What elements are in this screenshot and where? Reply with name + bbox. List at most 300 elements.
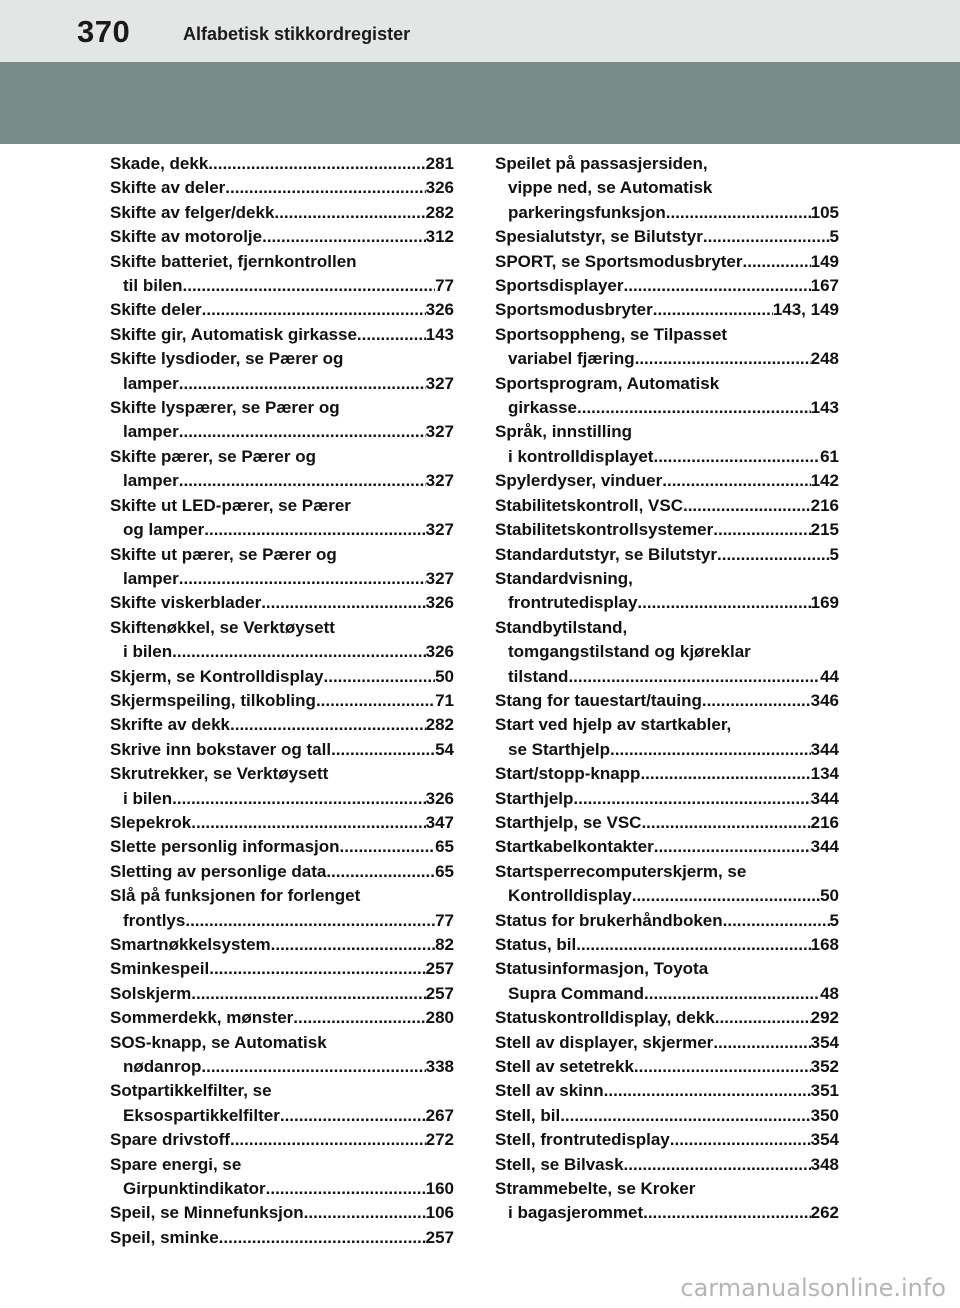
entry-term (495, 1104, 839, 1128)
index-entry (110, 689, 454, 713)
entry-text: i bilen (123, 642, 173, 662)
entry-text: Startsperrecomputerskjerm, se (495, 861, 747, 881)
entry-text: Supra Command (508, 983, 645, 1003)
entry-term (110, 762, 454, 786)
entry-text: Sportsoppheng, se Tilpasset (495, 324, 728, 344)
dot-leader (723, 909, 830, 933)
entry-term (110, 933, 454, 957)
entry-text: Skifte deler (110, 300, 202, 320)
page-reference: 326 (425, 178, 454, 198)
dot-leader (172, 787, 426, 811)
entry-text: og lamper (123, 520, 205, 540)
index-entry (495, 909, 839, 933)
dot-leader (208, 152, 425, 176)
entry-text: Skifte pærer, se Pærer og (110, 446, 316, 466)
index-entry (495, 933, 839, 957)
entry-term (110, 982, 454, 1006)
entry-text: Skade, dekk (110, 154, 209, 173)
index-entry (495, 298, 839, 322)
entry-text: Skifte lyspærer, se Pærer og (110, 398, 340, 418)
dot-leader (293, 1006, 425, 1030)
entry-text: Spylerdyser, vinduer (495, 471, 663, 491)
entry-term (495, 689, 839, 713)
page-number: 370 (77, 14, 131, 49)
index-entry (495, 713, 839, 762)
dot-leader (637, 591, 810, 615)
entry-term (495, 298, 839, 322)
dot-leader (743, 250, 811, 274)
index-entry (110, 152, 454, 176)
entry-term (495, 616, 839, 640)
entry-text: Sminkespeil (110, 959, 210, 979)
page-reference: 272 (425, 1130, 454, 1150)
dot-leader (568, 665, 820, 689)
dot-leader (683, 494, 811, 518)
entry-continuation (495, 1201, 839, 1225)
index-entry (495, 152, 839, 225)
index-entry (110, 1079, 454, 1128)
page-reference: 5 (829, 227, 839, 247)
page-reference: 281 (425, 154, 454, 173)
section-title: Alfabetisk stikkordregister (183, 24, 411, 44)
entry-term (110, 1153, 454, 1177)
entry-text: Standbytilstand, (495, 617, 628, 637)
entry-term (495, 1153, 839, 1177)
index-entry (495, 494, 839, 518)
page-reference: 344 (810, 788, 839, 808)
entry-text: Skifte batteriet, fjernkontrollen (110, 251, 357, 271)
dot-leader (573, 787, 810, 811)
index-entry (110, 1006, 454, 1030)
dot-leader (635, 347, 811, 371)
index-entry (110, 884, 454, 933)
page-reference: 326 (425, 593, 454, 613)
entry-term (495, 933, 839, 957)
page-reference: 61 (820, 446, 839, 466)
index-entry (110, 738, 454, 762)
entry-text: Stell, frontrutedisplay (495, 1130, 670, 1150)
entry-term (495, 543, 839, 567)
entry-text: Status, bil (495, 935, 577, 954)
page-reference: 327 (425, 568, 454, 588)
entry-term (495, 1031, 839, 1055)
entry-text: Start ved hjelp av startkabler, (495, 715, 732, 735)
entry-text: tomgangstilstand og kjøreklar (508, 642, 751, 662)
entry-term (495, 957, 839, 981)
page-reference: 346 (810, 690, 839, 710)
page-reference: 168 (810, 935, 839, 954)
entry-text: Språk, innstilling (495, 422, 632, 442)
index-entry (110, 445, 454, 494)
index-entry (495, 469, 839, 493)
entry-text: Stabilitetskontroll, VSC (495, 495, 683, 515)
entry-term (110, 494, 454, 518)
dot-leader (576, 933, 810, 957)
entry-term (495, 787, 839, 811)
page-reference: 215 (810, 520, 839, 540)
entry-term (110, 201, 454, 225)
page-reference: 216 (810, 812, 839, 832)
entry-continuation (110, 518, 454, 542)
entry-term (110, 738, 454, 762)
entry-term (495, 860, 839, 884)
page-reference: 327 (425, 471, 454, 491)
entry-text: Speil, se Minnefunksjon (110, 1203, 304, 1223)
entry-term (110, 298, 454, 322)
index-entry (495, 860, 839, 909)
entry-text: Smartnøkkelsystem (110, 935, 271, 954)
entry-text: vippe ned, se Automatisk (508, 178, 713, 198)
entry-term (110, 811, 454, 835)
page-reference: 77 (435, 910, 454, 930)
entry-continuation (110, 567, 454, 591)
index-entry (495, 1055, 839, 1079)
entry-term (110, 835, 454, 859)
entry-continuation (110, 640, 454, 664)
index-entry (110, 982, 454, 1006)
entry-text: Start/stopp-knapp (495, 764, 641, 784)
entry-term (495, 250, 839, 274)
dot-leader (666, 201, 811, 225)
dot-leader (209, 957, 425, 981)
index-entry (495, 616, 839, 689)
entry-text: Skrifte av dekk (110, 715, 231, 735)
dot-leader (316, 689, 435, 713)
entry-term (110, 225, 454, 249)
entry-continuation (110, 420, 454, 444)
page-reference: 143, 149 (772, 300, 839, 320)
index-entry (110, 250, 454, 299)
page-reference: 167 (810, 276, 839, 296)
index-entry (110, 1201, 454, 1225)
entry-term (495, 909, 839, 933)
page-reference: 143 (810, 398, 839, 418)
index-column-left (110, 152, 454, 1250)
dot-leader (624, 274, 811, 298)
page-reference: 326 (425, 300, 454, 320)
index-entry (495, 543, 839, 567)
dot-leader (219, 1226, 426, 1250)
entry-term (110, 323, 454, 347)
entry-text: Slå på funksjonen for forlenget (110, 886, 361, 906)
entry-term (495, 1128, 839, 1152)
entry-text: lamper (123, 422, 179, 442)
entry-text: Stang for tauestart/tauing (495, 690, 702, 710)
entry-text: Stell, bil (495, 1105, 561, 1125)
entry-text: Sommerdekk, mønster (110, 1008, 294, 1028)
dot-leader (191, 982, 425, 1006)
entry-term (495, 1006, 839, 1030)
page-reference: 338 (425, 1057, 454, 1077)
index-entry (110, 1031, 454, 1080)
entry-term (110, 347, 454, 371)
page-reference: 77 (435, 276, 454, 296)
page-reference: 71 (435, 690, 454, 710)
dot-leader (324, 665, 436, 689)
index-entry (110, 1128, 454, 1152)
dot-leader (653, 298, 773, 322)
entry-text: Stell av skinn (495, 1081, 604, 1101)
entry-text: Strammebelte, se Kroker (495, 1179, 696, 1199)
index-entry (495, 567, 839, 616)
page-reference: 348 (810, 1154, 839, 1174)
dot-leader (604, 1079, 811, 1103)
index-entry (495, 1153, 839, 1177)
entry-text: Skrive inn bokstaver og tall (110, 739, 332, 759)
entry-continuation (495, 884, 839, 908)
dot-leader (624, 1153, 811, 1177)
page-reference: 282 (425, 202, 454, 222)
dot-leader (172, 640, 426, 664)
index-entry (495, 372, 839, 421)
page-reference: 50 (435, 666, 454, 686)
dot-leader (610, 738, 811, 762)
page-reference: 5 (829, 544, 839, 564)
dot-leader (703, 225, 830, 249)
entry-text: Startkabelkontakter (495, 837, 654, 857)
entry-continuation (495, 176, 839, 200)
index-entry (110, 591, 454, 615)
entry-text: Skifte av motorolje (110, 227, 263, 247)
entry-text: Starthjelp, se VSC (495, 812, 642, 832)
entry-text: girkasse (508, 398, 577, 418)
entry-text: frontlys (123, 910, 186, 930)
dot-leader (634, 1055, 811, 1079)
dot-leader (644, 982, 820, 1006)
entry-text: parkeringsfunksjon (508, 202, 666, 222)
entry-text: lamper (123, 373, 179, 393)
entry-term (495, 811, 839, 835)
entry-text: i bagasjerommet (508, 1203, 644, 1223)
entry-text: tilstand (508, 666, 569, 686)
index-entry (110, 1153, 454, 1202)
entry-term (110, 250, 454, 274)
entry-text: Skjerm, se Kontrolldisplay (110, 666, 324, 686)
entry-continuation (495, 665, 839, 689)
entry-text: Stell av displayer, skjermer (495, 1032, 714, 1052)
index-entry (495, 420, 839, 469)
entry-continuation (495, 982, 839, 1006)
index-entry (495, 762, 839, 786)
entry-text: Sportsdisplayer (495, 276, 624, 296)
entry-term (495, 1177, 839, 1201)
entry-text: Eksospartikkelfilter (123, 1105, 280, 1125)
page-reference: 160 (425, 1179, 454, 1199)
dot-leader (654, 835, 811, 859)
entry-term (110, 445, 454, 469)
entry-text: Skifte viskerblader (110, 593, 262, 613)
page-reference: 262 (810, 1203, 839, 1223)
dot-leader (230, 1128, 426, 1152)
page-reference: 149 (810, 251, 839, 271)
entry-text: nødanrop (123, 1057, 202, 1077)
index-entry (495, 1006, 839, 1030)
dot-leader (577, 396, 811, 420)
page-reference: 65 (435, 837, 454, 857)
index-entry (110, 957, 454, 981)
page-reference: 280 (425, 1008, 454, 1028)
entry-term (495, 323, 839, 347)
entry-text: variabel fjæring (508, 349, 635, 369)
entry-text: Skifte av deler (110, 178, 226, 198)
dot-leader (201, 1055, 425, 1079)
entry-term (495, 762, 839, 786)
entry-term (110, 860, 454, 884)
entry-text: Stell, se Bilvask (495, 1154, 624, 1174)
dot-leader (715, 1006, 811, 1030)
entry-text: SPORT, se Sportsmodusbryter (495, 251, 743, 271)
entry-term (110, 176, 454, 200)
entry-text: i kontrolldisplayet (508, 446, 654, 466)
dot-leader (262, 225, 426, 249)
entry-continuation (110, 1055, 454, 1079)
entry-text: Girpunktindikator (123, 1179, 266, 1199)
dot-leader (326, 860, 435, 884)
entry-term (110, 1226, 454, 1250)
entry-term (110, 543, 454, 567)
entry-term (495, 420, 839, 444)
dot-leader (280, 1104, 426, 1128)
entry-term (110, 1079, 454, 1103)
entry-text: Standardutstyr, se Bilutstyr (495, 544, 718, 564)
entry-term (495, 274, 839, 298)
entry-text: Sportsprogram, Automatisk (495, 373, 720, 393)
index-entry (110, 762, 454, 811)
dot-leader (183, 274, 436, 298)
page-reference: 352 (810, 1057, 839, 1077)
dot-leader (191, 811, 425, 835)
dot-leader (632, 884, 820, 908)
index-entry (495, 957, 839, 1006)
page-reference: 344 (810, 837, 839, 857)
entry-text: lamper (123, 568, 179, 588)
page-reference: 354 (810, 1130, 839, 1150)
dot-leader (357, 323, 426, 347)
dot-leader (653, 445, 820, 469)
entry-text: Skrutrekker, se Verktøysett (110, 764, 329, 784)
page-reference: 326 (425, 642, 454, 662)
entry-term (110, 616, 454, 640)
entry-continuation (495, 591, 839, 615)
dot-leader (641, 811, 810, 835)
index-entry (110, 713, 454, 737)
page-reference: 327 (425, 422, 454, 442)
entry-term (110, 591, 454, 615)
index-entry (495, 1104, 839, 1128)
dot-leader (185, 909, 435, 933)
entry-text: Spare drivstoff (110, 1130, 230, 1150)
entry-term (495, 372, 839, 396)
entry-continuation (110, 1177, 454, 1201)
index-entry (495, 225, 839, 249)
entry-continuation (495, 738, 839, 762)
index-entry (110, 665, 454, 689)
page-reference: 82 (435, 935, 454, 954)
dot-leader (340, 835, 436, 859)
dot-leader (331, 738, 435, 762)
page-reference: 347 (425, 812, 454, 832)
entry-text: til bilen (123, 276, 183, 296)
dot-leader (702, 689, 811, 713)
index-entry (495, 518, 839, 542)
entry-term (110, 1006, 454, 1030)
index-entry (495, 1128, 839, 1152)
entry-continuation (495, 396, 839, 420)
entry-text: Skifte ut LED-pærer, se Pærer (110, 495, 351, 515)
entry-text: SOS-knapp, se Automatisk (110, 1032, 327, 1052)
dot-leader (717, 543, 830, 567)
entry-term (110, 1031, 454, 1055)
page-reference: 65 (435, 861, 454, 881)
index-entry (495, 1031, 839, 1055)
entry-term (495, 469, 839, 493)
dot-leader (179, 567, 426, 591)
index-entry (110, 201, 454, 225)
entry-text: Skifte gir, Automatisk girkasse (110, 324, 357, 344)
entry-term (495, 518, 839, 542)
dot-leader (202, 298, 426, 322)
index-entry (110, 323, 454, 347)
entry-term (495, 567, 839, 591)
page-reference: 282 (425, 715, 454, 735)
entry-continuation (110, 274, 454, 298)
entry-text: Stell av setetrekk (495, 1057, 634, 1077)
entry-term (495, 1055, 839, 1079)
entry-term (110, 957, 454, 981)
index-entry (110, 1226, 454, 1250)
entry-term (495, 1079, 839, 1103)
entry-term (495, 494, 839, 518)
index-entry (495, 250, 839, 274)
watermark: carmanualsonline.info (680, 1274, 946, 1302)
index-entry (495, 787, 839, 811)
entry-term (110, 1128, 454, 1152)
index-entry (110, 933, 454, 957)
index-entry (110, 860, 454, 884)
entry-text: Stabilitetskontrollsystemer (495, 520, 714, 540)
entry-continuation (110, 909, 454, 933)
index-entry (110, 298, 454, 322)
entry-term (110, 713, 454, 737)
entry-term (495, 713, 839, 737)
entry-text: Slepekrok (110, 812, 192, 832)
dot-leader (662, 469, 810, 493)
entry-text: Skifte av felger/dekk (110, 202, 275, 222)
page-reference: 50 (820, 886, 839, 906)
index-entry (495, 811, 839, 835)
index-entry (495, 835, 839, 859)
index-entry (110, 176, 454, 200)
page-reference: 327 (425, 373, 454, 393)
index-entry (110, 347, 454, 396)
page-reference: 267 (425, 1105, 454, 1125)
index-entry (110, 494, 454, 543)
dot-leader (640, 762, 810, 786)
entry-term (495, 152, 839, 176)
page-header (0, 0, 960, 62)
index-entry (110, 835, 454, 859)
index-entry (495, 323, 839, 372)
entry-text: Sportsmodusbryter (495, 300, 653, 320)
page-reference: 344 (810, 739, 839, 759)
entry-term (110, 884, 454, 908)
dot-leader (670, 1128, 811, 1152)
entry-text: frontrutedisplay (508, 593, 638, 613)
entry-text: Speil, sminke (110, 1227, 219, 1247)
index-entry (110, 396, 454, 445)
entry-continuation (495, 640, 839, 664)
entry-text: Solskjerm (110, 983, 192, 1003)
